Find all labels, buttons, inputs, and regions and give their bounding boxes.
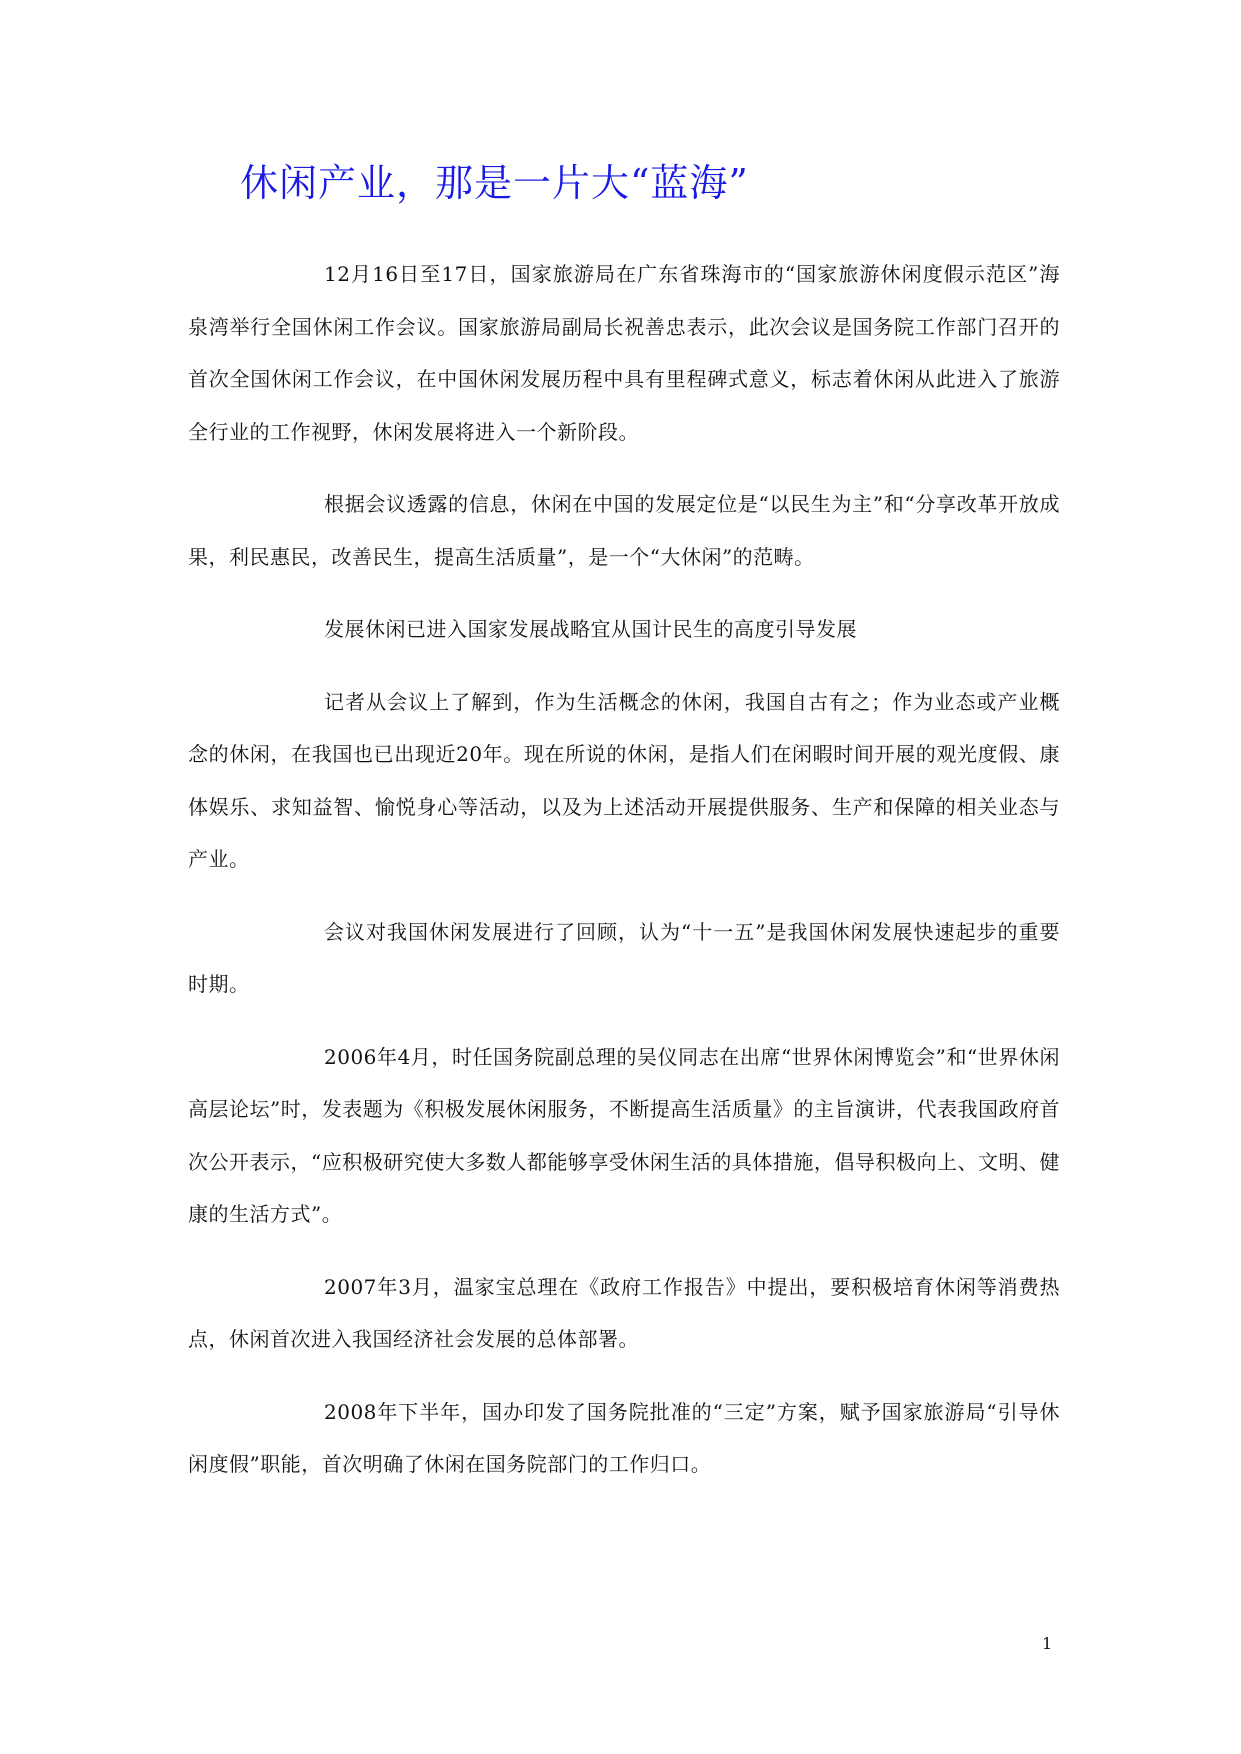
paragraph-5: 2006年4月，时任国务院副总理的吴仪同志在出席“世界休闲博览会”和“世界休闲高层论坛”时，发表题为《积极发展休闲服务，不断提高生活质量》的主旨演讲，代表我国政府首次公开表示，“应积极研究使大多数人都能够享受休闲生活的具体措施，倡导积极向上、文明、健康的生活方式”。 [188,1044,1060,1226]
document-title: 休闲产业，那是一片大“蓝海” [240,161,749,205]
section-heading: 发展休闲已进入国家发展战略宜从国计民生的高度引导发展 [324,617,857,641]
paragraph-3: 记者从会议上了解到，作为生活概念的休闲，我国自古有之；作为业态或产业概念的休闲，在我国也已出现近20年。现在所说的休闲，是指人们在闲暇时间开展的观光度假、康体娱乐、求知益智、愉悦身心等活动，以及为上述活动开展提供服务、生产和保障的相关业态与产业。 [188,689,1060,871]
paragraph-2: 根据会议透露的信息，休闲在中国的发展定位是“以民生为主”和“分享改革开放成果，利民惠民，改善民生，提高生活质量”，是一个“大休闲”的范畴。 [188,492,1060,569]
paragraph-4: 会议对我国休闲发展进行了回顾，认为“十一五”是我国休闲发展快速起步的重要时期。 [188,919,1060,996]
paragraph-7: 2008年下半年，国办印发了国务院批准的“三定”方案，赋予国家旅游局“引导休闲度假”职能，首次明确了休闲在国务院部门的工作归口。 [188,1399,1060,1476]
paragraph-1: 12月16日至17日，国家旅游局在广东省珠海市的“国家旅游休闲度假示范区”海泉湾举行全国休闲工作会议。国家旅游局副局长祝善忠表示，此次会议是国务院工作部门召开的首次全国休闲工作会议，在中国休闲发展历程中具有里程碑式意义，标志着休闲从此进入了旅游全行业的工作视野，休闲发展将进入一个新阶段。 [188,262,1060,444]
page-number: 1 [1042,1634,1053,1653]
document-body [188,248,1060,1511]
paragraph-6: 2007年3月，温家宝总理在《政府工作报告》中提出，要积极培育休闲等消费热点，休闲首次进入我国经济社会发展的总体部署。 [188,1274,1060,1351]
